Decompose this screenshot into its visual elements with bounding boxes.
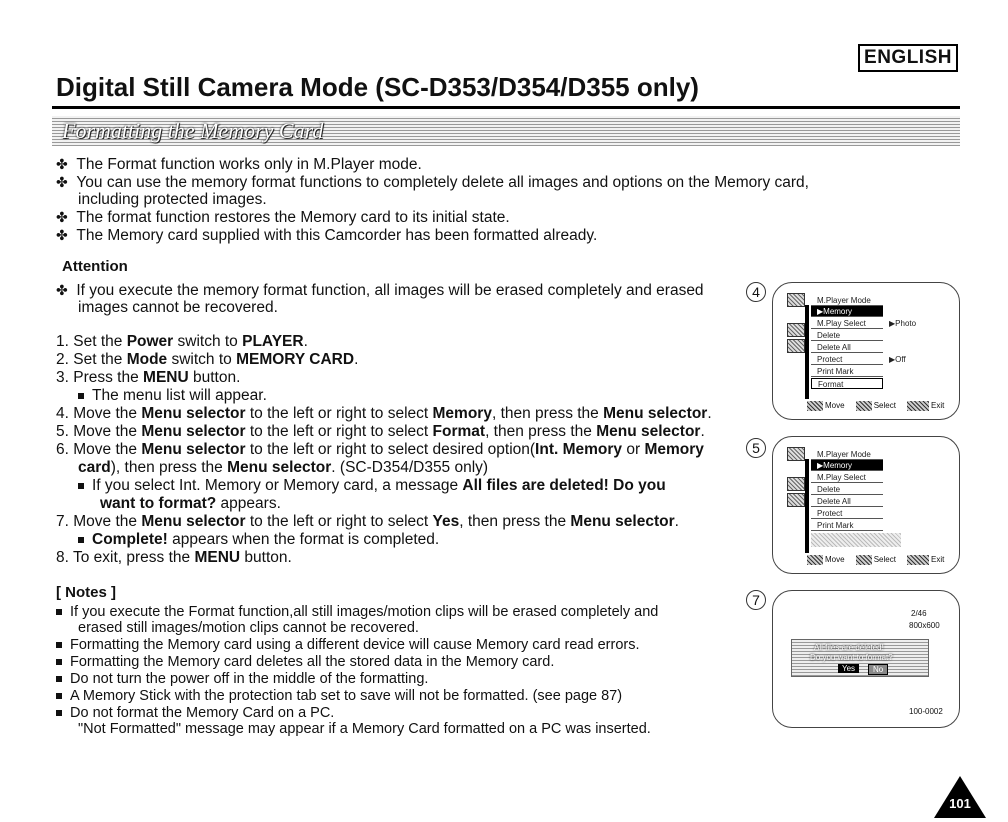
format-screen-panel xyxy=(772,590,960,728)
menu-icon xyxy=(907,401,929,411)
square-bullet-icon xyxy=(56,609,62,615)
menu-sidebar xyxy=(805,305,809,399)
step-1: 1. Set the Power switch to PLAYER. xyxy=(56,333,308,350)
clover-bullet-icon: ✤ xyxy=(56,282,68,298)
note-item: Do not turn the power off in the middle of the formatting. xyxy=(56,671,428,687)
bullet-text: The format function restores the Memory card to its initial state. xyxy=(76,209,510,226)
select-icon xyxy=(856,555,872,565)
move-icon xyxy=(807,401,823,411)
dialog-text: Do you want to format? xyxy=(810,653,893,662)
step-4: 4. Move the Menu selector to the left or right to select Memory, then press the Menu selector. xyxy=(56,405,712,422)
note-item: If you execute the Format function,all still images/motion clips will be erased completely and xyxy=(56,604,658,620)
attention-line: If you execute the memory format function, all images will be erased completely and erased xyxy=(76,282,704,299)
menu-mode-label: M.Player Mode xyxy=(811,295,883,306)
menu-item: Delete All xyxy=(811,342,883,353)
clover-bullet-icon: ✤ xyxy=(56,209,68,225)
step-6-sub-cont: want to format? appears. xyxy=(100,495,281,512)
menu-mode-label: M.Player Mode xyxy=(811,449,883,460)
intro-bullet xyxy=(56,209,510,226)
note-item: Formatting the Memory card deletes all the stored data in the Memory card. xyxy=(56,654,554,670)
step-2: 2. Set the Mode switch to MEMORY CARD. xyxy=(56,351,359,368)
square-bullet-icon xyxy=(78,537,84,543)
menu-item: M.Play Select xyxy=(811,472,883,483)
menu-item: Print Mark xyxy=(811,366,883,377)
menu-list xyxy=(811,295,883,391)
bullet-text: The Format function works only in M.Player mode. xyxy=(76,156,422,173)
note-item-cont: "Not Formatted" message may appear if a Memory Card formatted on a PC was inserted. xyxy=(78,721,651,737)
menu-list xyxy=(811,449,883,533)
yes-button[interactable]: Yes xyxy=(838,664,859,673)
note-item: Do not format the Memory Card on a PC. xyxy=(56,705,334,721)
menu-screen-panel xyxy=(772,436,960,574)
memory-icon xyxy=(787,477,805,491)
attention-line: images cannot be recovered. xyxy=(78,299,278,316)
square-bullet-icon xyxy=(56,710,62,716)
attention-heading: Attention xyxy=(62,258,128,275)
step-6: 6. Move the Menu selector to the left or right to select desired option(Int. Memory or Memory xyxy=(56,441,704,458)
square-bullet-icon xyxy=(56,659,62,665)
menu-option-value: ▶Off xyxy=(889,355,906,364)
menu-icon xyxy=(907,555,929,565)
step-7: 7. Move the Menu selector to the left or right to select Yes, then press the Menu selector. xyxy=(56,513,679,530)
format-option-box xyxy=(811,533,901,547)
note-item: A Memory Stick with the protection tab set to save will not be formatted. (see page 87) xyxy=(56,688,622,704)
menu-item: Protect xyxy=(811,508,883,519)
player-icon xyxy=(787,293,805,307)
card-icon xyxy=(787,493,805,507)
move-icon xyxy=(807,555,823,565)
step-3: 3. Press the MENU button. xyxy=(56,369,241,386)
menu-footer: Move Select Exit xyxy=(807,401,944,411)
step-7-sub: Complete! appears when the format is completed. xyxy=(78,531,439,548)
page-number: 101 xyxy=(949,796,971,811)
square-bullet-icon xyxy=(56,676,62,682)
square-bullet-icon xyxy=(78,483,84,489)
step-5: 5. Move the Menu selector to the left or right to select Format, then press the Menu selector. xyxy=(56,423,705,440)
select-icon xyxy=(856,401,872,411)
menu-item: ▶Memory xyxy=(811,306,883,317)
menu-screen-panel xyxy=(772,282,960,420)
memory-icon xyxy=(787,323,805,337)
player-icon xyxy=(787,447,805,461)
step-number-5: 5 xyxy=(746,438,766,458)
menu-footer: Move Select Exit xyxy=(807,555,944,565)
menu-item: Print Mark xyxy=(811,520,883,531)
step-8: 8. To exit, press the MENU button. xyxy=(56,549,292,566)
dialog-text: All files are deleted! xyxy=(814,643,884,652)
clover-bullet-icon: ✤ xyxy=(56,174,68,190)
attention-text xyxy=(56,282,704,299)
square-bullet-icon xyxy=(56,642,62,648)
bullet-text: The Memory card supplied with this Camcorder has been formatted already. xyxy=(76,227,598,244)
menu-item: Delete xyxy=(811,484,883,495)
clover-bullet-icon: ✤ xyxy=(56,227,68,243)
page-title: Digital Still Camera Mode (SC-D353/D354/D355 only) xyxy=(56,72,699,102)
resolution-label: 800x600 xyxy=(909,621,940,630)
file-number: 100-0002 xyxy=(909,707,943,716)
step-number-7: 7 xyxy=(746,590,766,610)
intro-bullet xyxy=(56,156,422,173)
no-button[interactable]: No xyxy=(868,664,888,675)
menu-item: Delete All xyxy=(811,496,883,507)
menu-item: Delete xyxy=(811,330,883,341)
intro-bullet xyxy=(56,174,809,191)
section-title: Formatting the Memory Card xyxy=(62,118,324,143)
notes-heading: [ Notes ] xyxy=(56,584,116,601)
menu-item: Format xyxy=(811,378,883,389)
format-dialog xyxy=(791,639,929,677)
step-number-4: 4 xyxy=(746,282,766,302)
menu-option-value: ▶Photo xyxy=(889,319,917,328)
menu-item: Protect xyxy=(811,354,883,365)
square-bullet-icon xyxy=(56,693,62,699)
menu-sidebar xyxy=(805,459,809,553)
clover-bullet-icon: ✤ xyxy=(56,156,68,172)
intro-bullet xyxy=(56,227,597,244)
menu-item: M.Play Select xyxy=(811,318,883,329)
note-item-cont: erased still images/motion clips cannot be recovered. xyxy=(78,620,419,636)
card-icon xyxy=(787,339,805,353)
step-6-sub: If you select Int. Memory or Memory card, a message All files are deleted! Do you xyxy=(78,477,666,494)
step-6-cont: card), then press the Menu selector. (SC-D354/D355 only) xyxy=(78,459,489,476)
square-bullet-icon xyxy=(78,393,84,399)
menu-item: ▶Memory xyxy=(811,460,883,471)
bullet-text: You can use the memory format functions to completely delete all images and options on the Memory card, xyxy=(76,174,809,191)
image-counter: 2/46 xyxy=(911,609,927,618)
note-item: Formatting the Memory card using a different device will cause Memory card read errors. xyxy=(56,637,640,653)
step-3-sub: The menu list will appear. xyxy=(78,387,267,404)
title-rule xyxy=(52,106,960,109)
language-label: ENGLISH xyxy=(858,44,958,72)
bullet-text-cont: including protected images. xyxy=(78,191,267,208)
